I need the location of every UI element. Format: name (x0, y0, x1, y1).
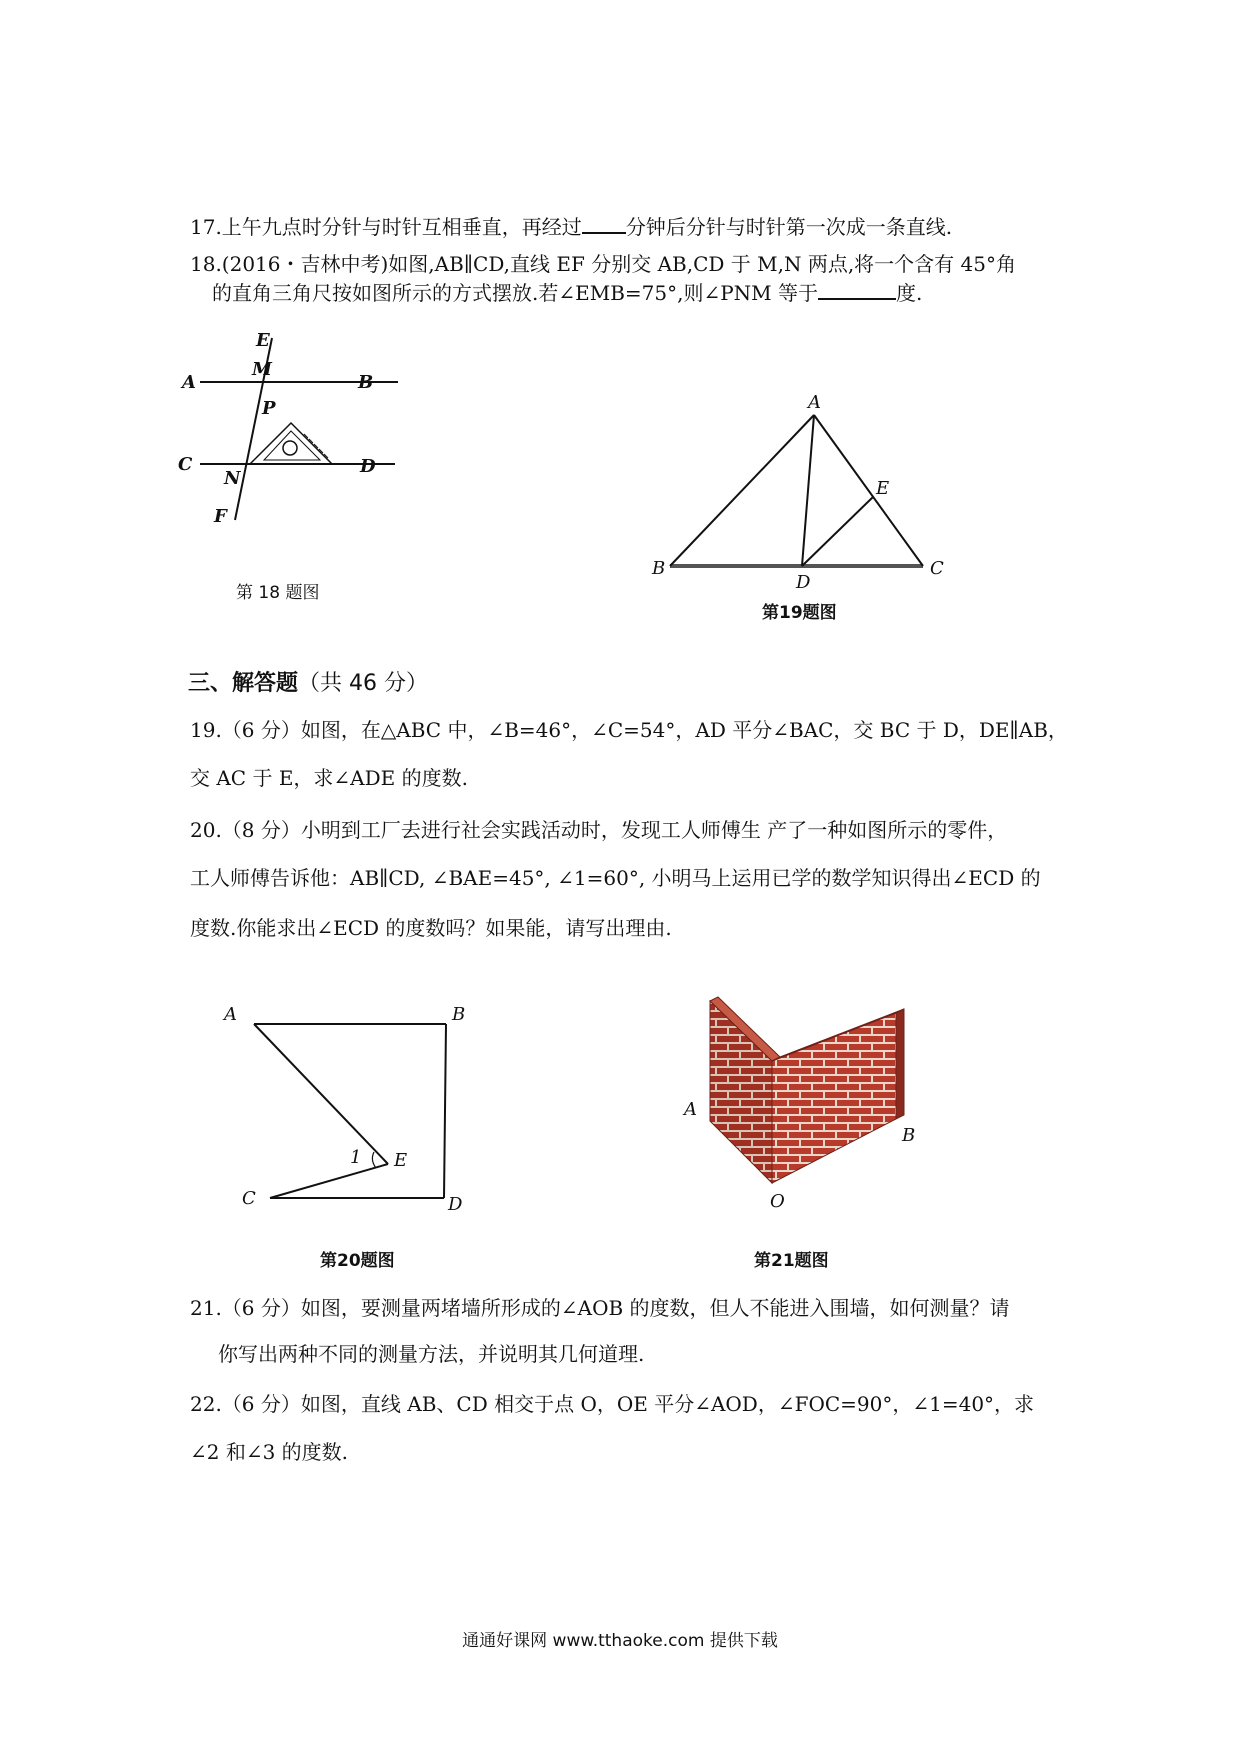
fig21-label-o: O (770, 1191, 785, 1212)
fig19-label-b: B (652, 558, 666, 579)
fig20-label-c: C (242, 1188, 256, 1209)
question-18-source: 18.(2016・吉林中考)如图, (190, 252, 435, 276)
fig18-label-a: A (182, 372, 196, 393)
fig18-label-c: C (178, 454, 193, 475)
fig21-label-b: B (902, 1125, 916, 1146)
question-17-text-after: 分钟后分针与时针第一次成一条直线. (625, 215, 953, 239)
question-18-line-2-before: 的直角三角尺按如图所示的方式摆放.若∠EMB=75°,则∠PNM 等于 (212, 281, 819, 305)
fig19-label-a: A (808, 392, 821, 413)
fig19-label-d: D (796, 572, 811, 593)
section-3-heading: 三、解答题 (188, 671, 299, 696)
figure-19 (640, 390, 960, 593)
fig20-label-a: A (224, 1004, 237, 1025)
question-18-line-2-after: 度. (896, 281, 923, 305)
fig19-label-c: C (930, 558, 944, 579)
fig18-label-n: N (224, 468, 241, 489)
question-18-line-1-rest: AB∥CD,直线 EF 分别交 AB,CD 于 M,N 两点,将一个含有 45°角 (434, 252, 1016, 276)
figure-19-caption: 第19题图 (762, 603, 837, 623)
fig19-segment-de (802, 497, 873, 566)
fig18-label-p: P (262, 398, 276, 419)
question-17 (190, 212, 1070, 241)
fig21-label-a: A (684, 1099, 697, 1120)
fig20-segment-bd (444, 1024, 446, 1198)
question-19-line-2: 交 AC 于 E，求∠ADE 的度数. (190, 766, 468, 790)
fig20-segment-ec (270, 1164, 388, 1198)
fig18-label-b: B (358, 372, 374, 393)
fig18-triangle-ruler (250, 423, 332, 464)
question-18-line-2 (212, 278, 1092, 307)
question-18-blank (818, 278, 896, 300)
fig19-segment-ad (802, 415, 814, 566)
figure-21-caption: 第21题图 (754, 1251, 829, 1271)
fig20-segment-ae (254, 1024, 388, 1164)
fig18-label-m: M (252, 359, 272, 380)
page-footer: 通通好课网 www.tthaoke.com 提供下载 (462, 1631, 778, 1651)
fig18-label-f: F (214, 506, 227, 527)
fig20-label-e: E (394, 1150, 408, 1171)
section-3-title (188, 666, 428, 697)
fig18-label-e: E (256, 330, 270, 351)
figure-20 (220, 1000, 480, 1220)
question-18-line-1 (190, 250, 1070, 278)
figure-18 (180, 330, 440, 540)
figure-18-caption: 第 18 题图 (236, 583, 320, 603)
fig20-angle-1-arc (372, 1152, 376, 1168)
question-21-line-1: 21.（6 分）如图，要测量两堵墙所形成的∠AOB 的度数，但人不能进入围墙，如何测量？请 (190, 1296, 1010, 1320)
section-3-points: （共 46 分） (298, 671, 428, 696)
question-17-text-before: 17.上午九点时分针与时针互相垂直，再经过 (190, 215, 582, 239)
question-22-line-2: ∠2 和∠3 的度数. (190, 1440, 349, 1464)
fig21-right-wall (772, 1009, 904, 1183)
fig20-label-b: B (452, 1004, 466, 1025)
figure-20-caption: 第20题图 (320, 1251, 395, 1271)
question-17-blank (582, 212, 626, 234)
fig18-label-d: D (360, 456, 376, 477)
question-20-line-2: 工人师傅告诉他：AB∥CD, ∠BAE=45°, ∠1=60°, 小明马上运用已学的数学知识得出∠ECD 的 (190, 866, 1041, 890)
question-20-line-3: 度数.你能求出∠ECD 的度数吗？如果能，请写出理由. (190, 916, 672, 940)
question-22-line-1: 22.（6 分）如图，直线 AB、CD 相交于点 O，OE 平分∠AOD，∠FOC=90°，∠1=40°，求 (190, 1392, 1035, 1416)
figure-21 (680, 995, 940, 1215)
fig20-label-d: D (448, 1194, 463, 1215)
question-21-line-2: 你写出两种不同的测量方法，并说明其几何道理. (218, 1342, 645, 1366)
fig19-label-e: E (876, 478, 890, 499)
question-19-line-1: 19.（6 分）如图，在△ABC 中，∠B=46°，∠C=54°，AD 平分∠BAC，交 BC 于 D，DE∥AB， (190, 718, 1068, 742)
fig19-segment-ab (670, 415, 814, 566)
fig20-label-1: 1 (350, 1147, 362, 1168)
question-20-line-1: 20.（8 分）小明到工厂去进行社会实践活动时，发现工人师傅生 产了一种如图所示的零件， (190, 818, 1008, 842)
fig19-segment-ac (814, 415, 923, 566)
fig21-left-wall (710, 997, 780, 1183)
